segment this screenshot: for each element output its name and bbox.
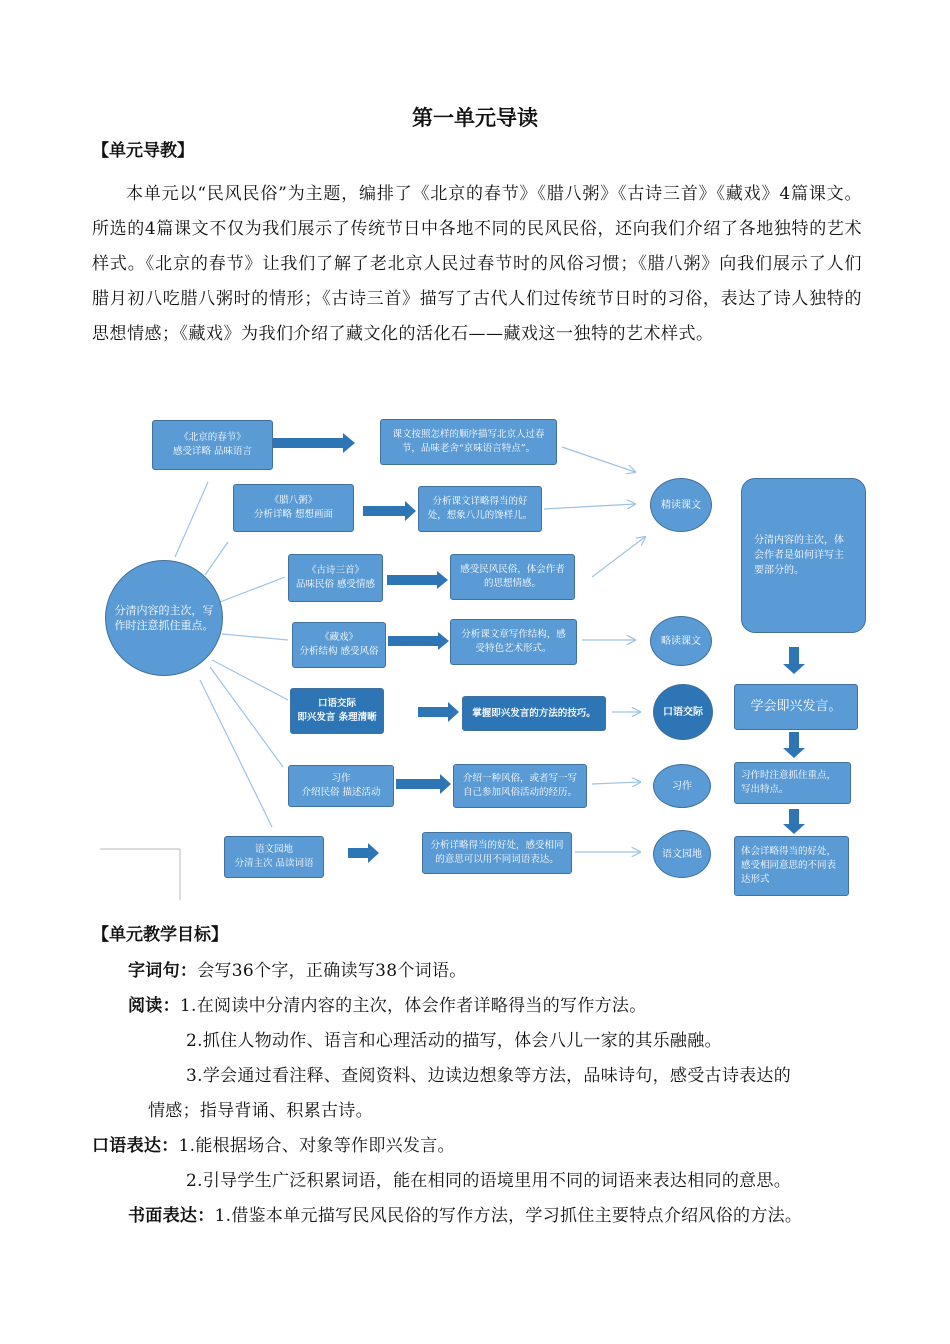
lesson-desc: 掌握即兴发言的方法的技巧。 <box>462 696 606 731</box>
row-arrow <box>363 501 416 521</box>
row-arrow <box>418 702 459 722</box>
goal-text: 1.能根据场合、对象等作即兴发言。 <box>178 1136 455 1156</box>
unit-flow-diagram <box>100 412 880 900</box>
row-arrow <box>348 843 379 863</box>
goal-label: 口语表达： <box>92 1136 179 1156</box>
lesson-box <box>233 484 354 532</box>
lesson-sub: 感受详略 品味语言 <box>172 446 253 457</box>
lesson-desc: 分析课文章写作结构，感受特色艺术形式。 <box>450 619 577 665</box>
goal-label: 书面表达： <box>128 1206 215 1226</box>
row-arrow <box>273 433 355 453</box>
goal-label: 阅读： <box>128 996 180 1016</box>
goal-text: 会写36个字，正确读写38个词语。 <box>197 961 467 981</box>
goal-label: 字词句： <box>128 961 198 981</box>
lesson-desc: 介绍一种风俗，或者写一写自己参加风俗活动的经历。 <box>453 764 587 808</box>
lesson-desc: 课文按照怎样的顺序描写北京人过春节，品味老舍“京味语言特点”。 <box>380 419 557 465</box>
lesson-desc: 感受民风民俗，体会作者的思想情感。 <box>450 554 575 600</box>
spoke-line <box>222 634 288 640</box>
lesson-title: 《藏戏》 <box>319 632 358 643</box>
lesson-box <box>152 420 273 470</box>
page-title: 第一单元导读 <box>412 106 538 130</box>
lesson-title: 《腊八粥》 <box>269 495 318 506</box>
lesson-sub: 分清主次 品读词语 <box>234 858 314 869</box>
goal-text: 1.借鉴本单元描写民风民俗的写作方法，学习抓住主要特点介绍风俗的方法。 <box>214 1206 803 1226</box>
row-arrow <box>388 632 449 650</box>
lesson-box <box>224 836 324 878</box>
category-circle: 精读课文 <box>650 478 712 532</box>
goal-reading <box>128 991 647 1016</box>
goal-reading-3: 3.学会通过看注释、查阅资料、边读边想象等方法，品味诗句，感受古诗表达的 <box>186 1066 792 1086</box>
down-arrow <box>783 732 805 758</box>
lesson-title: 《北京的春节》 <box>179 432 246 443</box>
guide-paragraph: 本单元以“民风民俗”为主题，编排了《北京的春节》《腊八粥》《古诗三首》《藏戏》4篇课文。所选的4篇课文不仅为我们展示了传统节日中各地不同的民风民俗，还向我们介绍了各地独特的艺术样式。《北京的春节》让我们了解了老北京人民过春节时的风俗习惯；《腊八粥》向我们展示了人们腊月初八吃腊八粥时的情形；《古诗三首》描写了古代人们过传统节日时的习俗，表达了诗人独特的思想情感；《藏戏》为我们介绍了藏文化的活化石——藏戏这一独特的艺术样式。 <box>92 184 862 344</box>
right-goal-box: 体会详略得当的好处，感受相同意思的不同表达形式 <box>734 836 849 896</box>
goals-heading: 【单元教学目标】 <box>92 925 228 945</box>
goal-oral-2: 2.引导学生广泛积累词语，能在相同的语境里用不同的词语来表达相同的意思。 <box>186 1171 792 1191</box>
lesson-desc: 分析课文详略得当的好处，想象八儿的馋样儿。 <box>418 486 542 532</box>
lesson-box <box>292 622 386 668</box>
category-circle: 口语交际 <box>653 684 713 740</box>
down-arrow <box>783 647 805 674</box>
lesson-sub: 品味民俗 感受情感 <box>295 579 376 590</box>
goal-reading-3-cont: 情感；指导背诵、积累古诗。 <box>148 1101 373 1121</box>
row-arrow <box>396 774 451 794</box>
spoke-line <box>205 542 228 575</box>
lesson-sub: 分析结构 感受风俗 <box>299 646 379 657</box>
diagram-center-node: 分清内容的主次，写作时注意抓住重点。 <box>105 560 223 676</box>
lesson-box <box>290 688 384 734</box>
goal-oral <box>92 1131 455 1156</box>
goal-written <box>128 1201 802 1226</box>
right-goal-box: 学会即兴发言。 <box>734 684 858 730</box>
goal-reading-2: 2.抓住人物动作、语言和心理活动的描写，体会八儿一家的其乐融融。 <box>186 1031 722 1051</box>
spoke-line <box>212 660 288 700</box>
lesson-sub: 介绍民俗 描述活动 <box>301 787 381 798</box>
category-circle: 习作 <box>653 764 711 808</box>
category-circle: 略读课文 <box>650 616 712 666</box>
category-circle: 语文园地 <box>653 830 711 878</box>
right-goal-box: 习作时注意抓住重点，写出特点。 <box>734 762 851 804</box>
right-goal-box: 分清内容的主次，体会作者是如何详写主要部分的。 <box>741 478 866 633</box>
guide-heading: 【单元导教】 <box>92 141 194 161</box>
spoke-line <box>175 482 208 557</box>
lesson-box <box>288 554 383 602</box>
row-arrow <box>387 571 448 589</box>
spoke-line <box>210 667 283 767</box>
down-arrow <box>783 809 805 834</box>
lesson-desc: 分析详略得当的好处，感受相同的意思可以用不同词语表达。 <box>422 832 572 874</box>
lesson-title: 口语交际 <box>317 698 356 709</box>
goal-text: 1.在阅读中分清内容的主次，体会作者详略得当的写作方法。 <box>179 996 647 1016</box>
lesson-title: 习作 <box>331 773 351 784</box>
spoke-line <box>220 577 285 602</box>
lesson-title: 《古诗三首》 <box>306 565 364 576</box>
lesson-box <box>288 765 394 807</box>
lesson-sub: 分析详略 想想画面 <box>253 509 334 520</box>
goal-words <box>128 956 467 981</box>
lesson-sub: 即兴发言 条理清晰 <box>297 712 377 723</box>
lesson-title: 语文园地 <box>254 844 293 855</box>
